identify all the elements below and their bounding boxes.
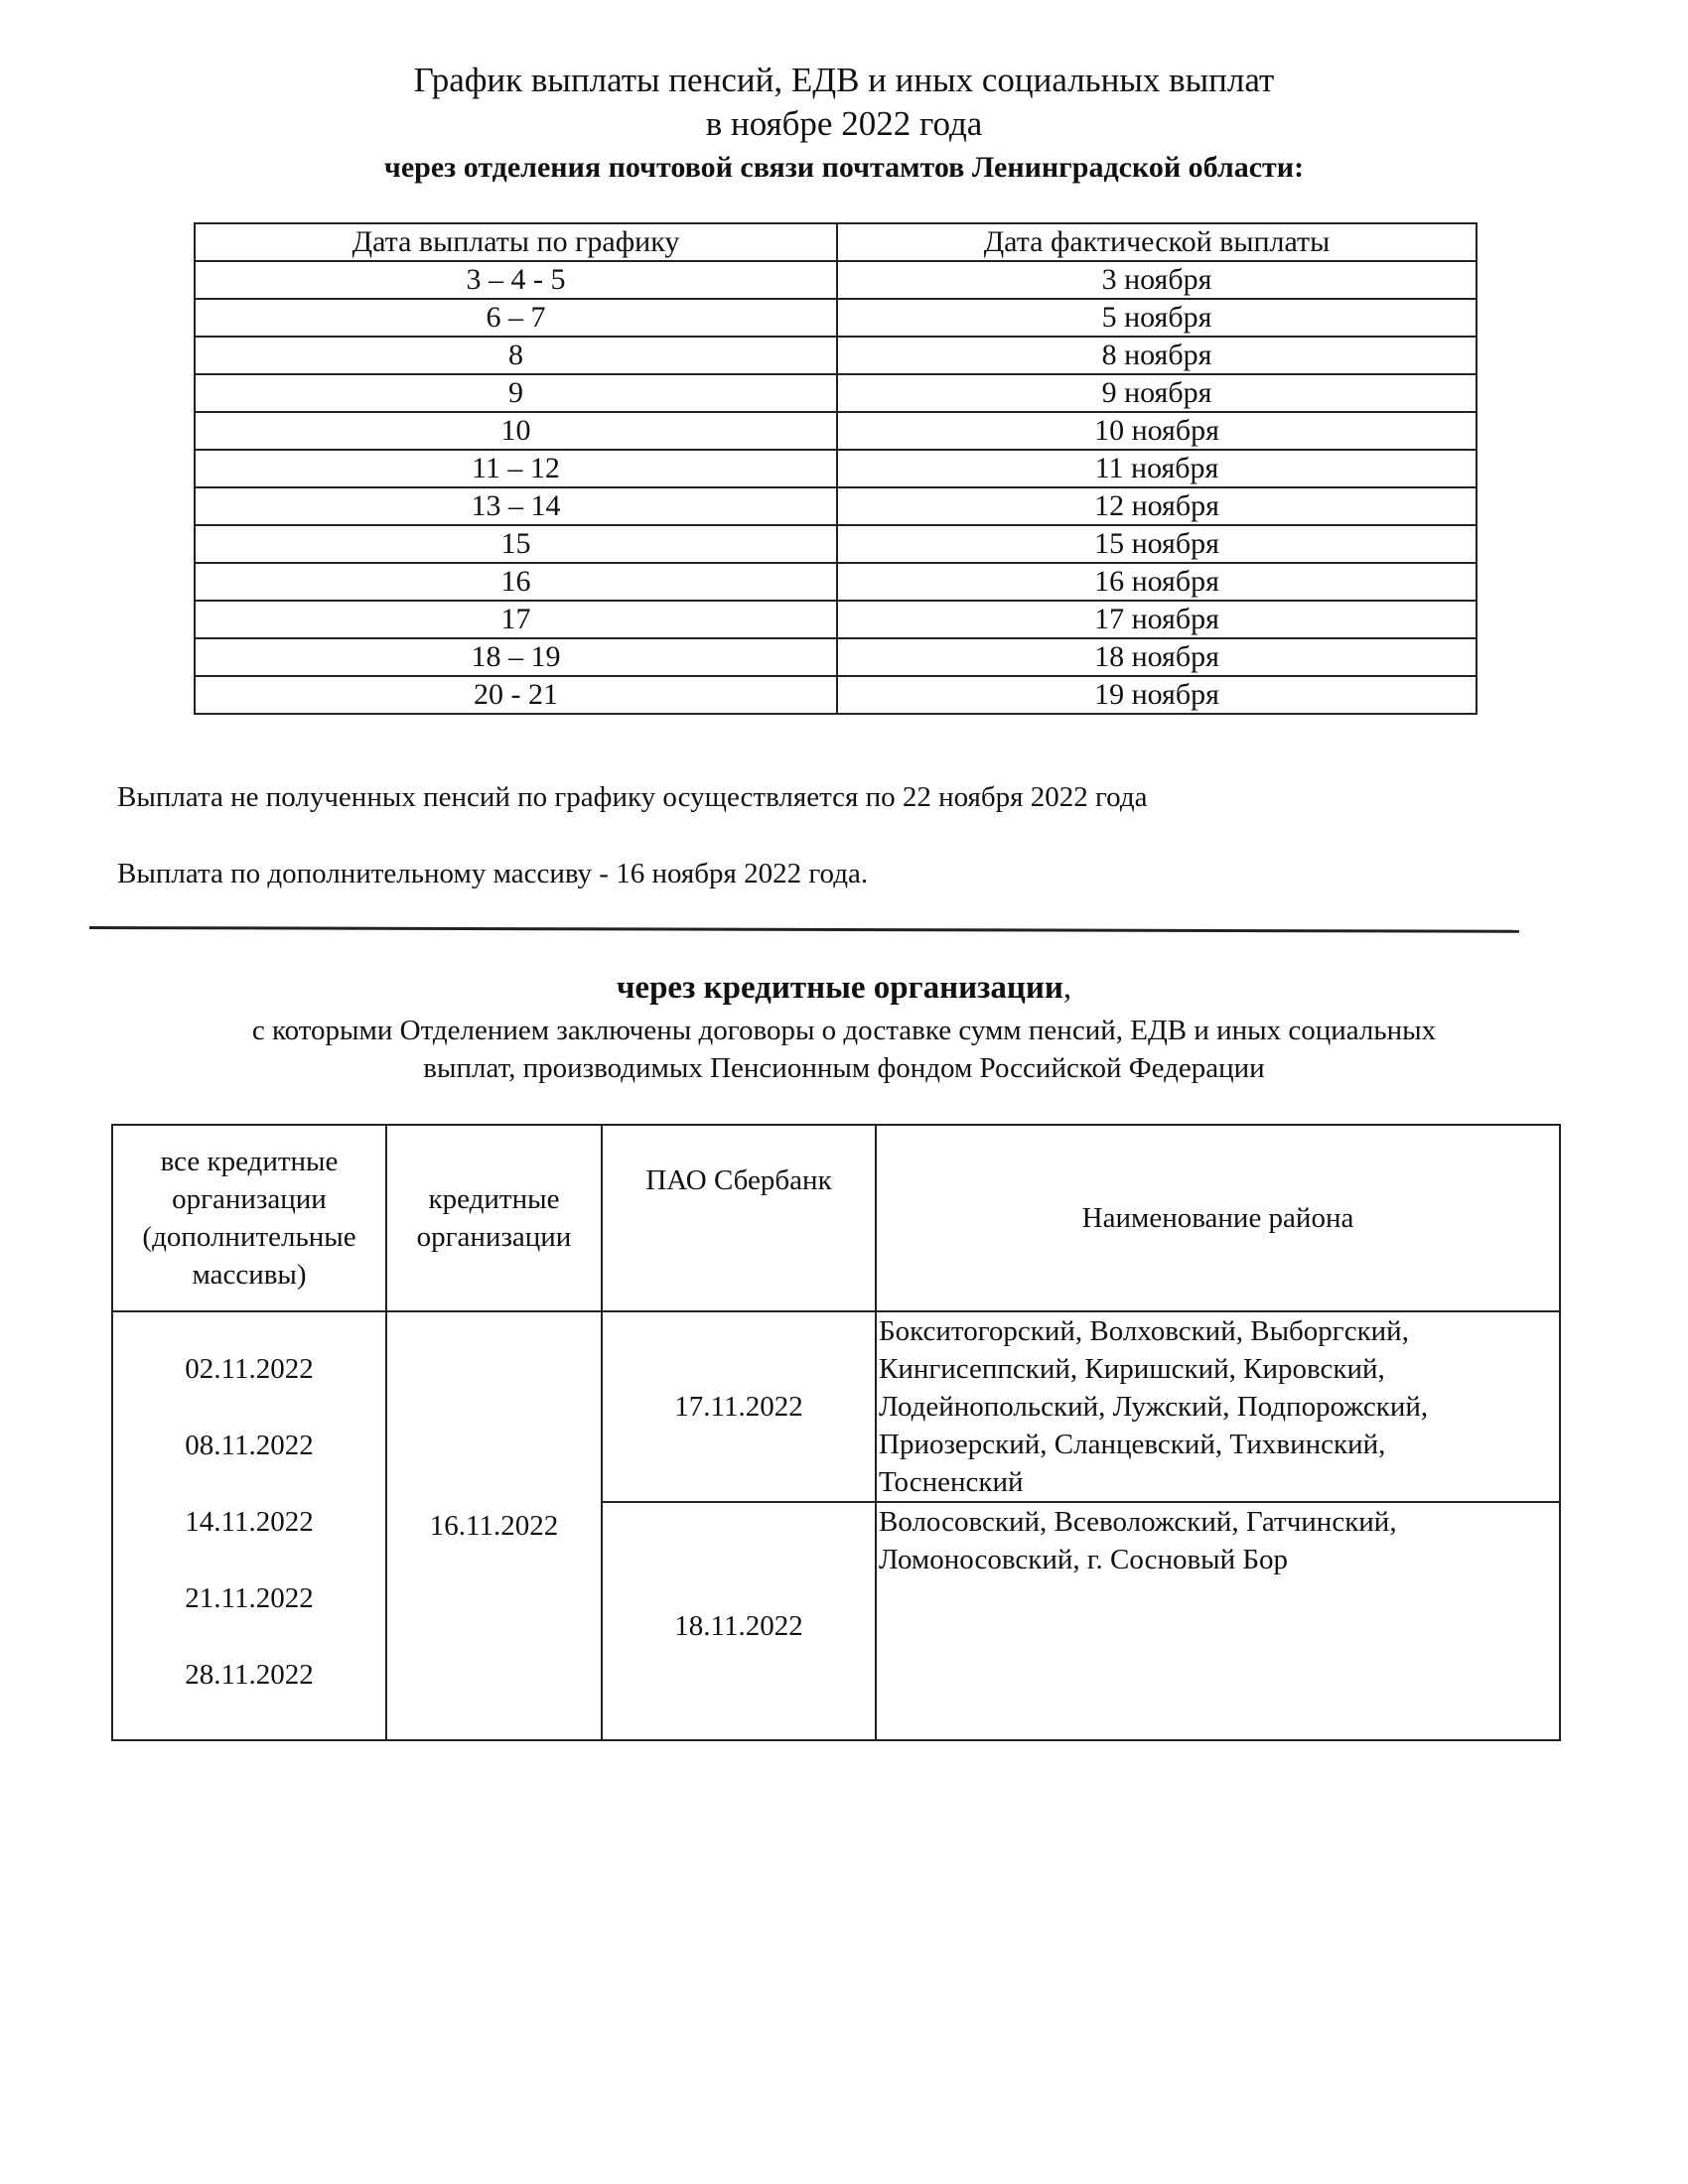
table-row: [195, 337, 1477, 374]
scheduled-date-cell: 16: [195, 563, 837, 601]
scheduled-date-cell: 11 – 12: [195, 450, 837, 487]
post-schedule-table: [194, 222, 1477, 715]
scheduled-date-cell: 8: [195, 337, 837, 374]
section-divider: [89, 926, 1519, 933]
credit-section-subtitle-line2: выплат, производимых Пенсионным фондом Российской Федерации: [423, 1052, 1265, 1084]
page-title: График выплаты пенсий, ЕДВ и иных социальных выплат: [413, 61, 1275, 99]
header-district-name: Наименование района: [876, 1125, 1560, 1311]
scheduled-date-cell: 17: [195, 601, 837, 638]
credit-section-title-bold: через кредитные организации: [616, 970, 1063, 1006]
additional-date: 08.11.2022: [185, 1429, 314, 1461]
credit-orgs-date-cell: 16.11.2022: [386, 1311, 602, 1740]
table-row: [195, 450, 1477, 487]
actual-date-cell: 15 ноября: [837, 525, 1477, 563]
scheduled-date-cell: 13 – 14: [195, 487, 837, 525]
table-row: [195, 412, 1477, 450]
districts-cell: [876, 1502, 1560, 1740]
actual-date-cell: 17 ноября: [837, 601, 1477, 638]
header-sberbank: ПАО Сбербанк: [602, 1125, 876, 1311]
district-line: Бокситогорский, Волховский, Выборгский,: [879, 1315, 1409, 1347]
actual-date-cell: 11 ноября: [837, 450, 1477, 487]
actual-date-cell: 5 ноября: [837, 299, 1477, 337]
table-row: [195, 563, 1477, 601]
actual-date-cell: 3 ноября: [837, 261, 1477, 299]
table-row: [112, 1311, 1560, 1502]
actual-date-cell: 16 ноября: [837, 563, 1477, 601]
post-section-subtitle: через отделения почтовой связи почтамтов Ленинградской области:: [383, 151, 1305, 184]
header-credit-orgs: кредитные организации: [386, 1125, 602, 1311]
header-all-credit-orgs: все кредитные организации (дополнительные массивы): [112, 1125, 386, 1311]
scheduled-date-cell: 15: [195, 525, 837, 563]
actual-date-cell: 10 ноября: [837, 412, 1477, 450]
additional-date: 21.11.2022: [185, 1581, 314, 1614]
header-actual-date: Дата фактической выплаты: [837, 223, 1477, 261]
table-row: [195, 525, 1477, 563]
actual-date-cell: 19 ноября: [837, 676, 1477, 714]
table-row: [195, 487, 1477, 525]
credit-section-title: [0, 968, 1688, 1008]
table-header-row: [195, 223, 1477, 261]
district-line: Тосненский: [879, 1466, 1024, 1498]
actual-date-cell: 18 ноября: [837, 638, 1477, 676]
header-scheduled-date: Дата выплаты по графику: [195, 223, 837, 261]
table-row: [195, 261, 1477, 299]
additional-date: 28.11.2022: [185, 1658, 314, 1691]
additional-date: 02.11.2022: [185, 1352, 314, 1385]
scheduled-date-cell: 20 - 21: [195, 676, 837, 714]
credit-section-subtitle-line1: с которыми Отделением заключены договоры о доставке сумм пенсий, ЕДВ и иных социальных: [251, 1015, 1437, 1046]
additional-date: 14.11.2022: [185, 1505, 314, 1538]
additional-dates-cell: [112, 1311, 386, 1740]
additional-array-note: Выплата по дополнительному массиву - 16 ноября 2022 года.: [117, 858, 869, 889]
district-line: Волосовский, Всеволожский, Гатчинский,: [879, 1506, 1397, 1538]
table-row: [195, 676, 1477, 714]
table-row: [195, 601, 1477, 638]
district-line: Ломоносовский, г. Сосновый Бор: [879, 1544, 1289, 1575]
table-row: [195, 638, 1477, 676]
table-header-row: [112, 1125, 1560, 1311]
page-title-month: в ноябре 2022 года: [705, 104, 983, 143]
sberbank-date-cell: 18.11.2022: [602, 1502, 876, 1740]
scheduled-date-cell: 6 – 7: [195, 299, 837, 337]
actual-date-cell: 12 ноября: [837, 487, 1477, 525]
district-line: Лодейнопольский, Лужский, Подпорожский,: [879, 1391, 1429, 1423]
district-line: Приозерский, Сланцевский, Тихвинский,: [879, 1429, 1386, 1460]
table-row: [195, 299, 1477, 337]
scheduled-date-cell: 9: [195, 374, 837, 412]
scheduled-date-cell: 10: [195, 412, 837, 450]
credit-schedule-table: [111, 1124, 1561, 1741]
table-row: [195, 374, 1477, 412]
actual-date-cell: 8 ноября: [837, 337, 1477, 374]
scheduled-date-cell: 18 – 19: [195, 638, 837, 676]
sberbank-date-cell: 17.11.2022: [602, 1311, 876, 1502]
unpaid-pension-note: Выплата не полученных пенсий по графику осуществляется по 22 ноября 2022 года: [117, 781, 1148, 813]
district-line: Кингисеппский, Киришский, Кировский,: [879, 1353, 1385, 1385]
scheduled-date-cell: 3 – 4 - 5: [195, 261, 837, 299]
credit-section-title-comma: ,: [1062, 970, 1072, 1006]
actual-date-cell: 9 ноября: [837, 374, 1477, 412]
districts-cell: [876, 1311, 1560, 1502]
